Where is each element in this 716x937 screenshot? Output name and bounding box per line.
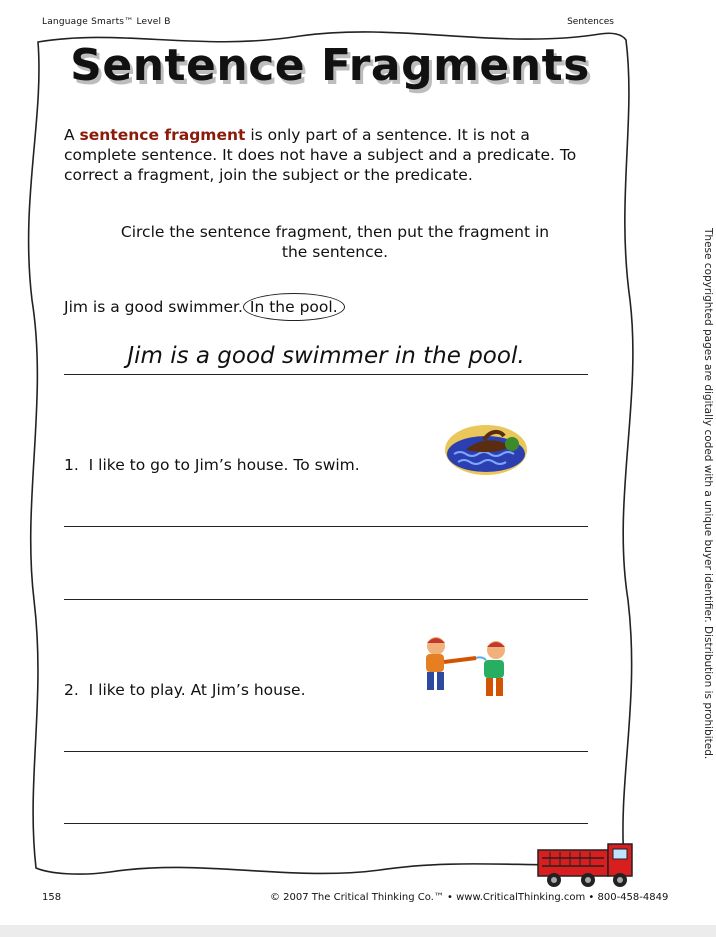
question-2-number: 2. (64, 681, 79, 699)
viewer-bottom-bar (0, 925, 716, 937)
question-2-text: I like to play. At Jim’s house. (88, 681, 306, 699)
answer-line-1b (64, 599, 588, 600)
circled-fragment: In the pool. (243, 293, 345, 321)
answer-line-2b (64, 823, 588, 824)
series-header: Language Smarts™ Level B (42, 17, 171, 27)
copyright-footer: © 2007 The Critical Thinking Co.™ • www.CriticalThinking.com • 800-458-4849 (270, 892, 669, 903)
answer-line-1a (64, 526, 588, 527)
intro-rest: is only part of a sentence. It is not a complete sentence. It does not have a subject and a predicate. To correct a fragment, join the subject or the predicate. (64, 126, 577, 184)
intro-term: sentence fragment (79, 126, 246, 144)
example-sentence (64, 298, 345, 316)
example-answer-line (64, 374, 588, 375)
example-answer-handwritten: Jim is a good swimmer in the pool. (127, 343, 525, 369)
kids-playing-clipart (412, 634, 524, 702)
question-1 (64, 456, 360, 474)
fire-truck-clipart (536, 840, 636, 890)
question-2 (64, 681, 306, 699)
instructions-text: Circle the sentence fragment, then put the fragment in the sentence. (120, 223, 550, 261)
copyright-side-note: These copyrighted pages are digitally coded with a unique buyer identifier. Distribution is prohibited. (702, 228, 714, 760)
intro-prefix: A (64, 126, 80, 144)
example-sentence-text: Jim is a good swimmer. (64, 298, 243, 316)
section-header: Sentences (567, 17, 614, 27)
intro-paragraph (64, 125, 604, 185)
answer-line-2a (64, 751, 588, 752)
page-title: Sentence Fragments (70, 40, 590, 91)
question-1-number: 1. (64, 456, 79, 474)
question-1-text: I like to go to Jim’s house. To swim. (88, 456, 360, 474)
page-number: 158 (42, 892, 62, 903)
swimmer-clipart (444, 424, 528, 476)
